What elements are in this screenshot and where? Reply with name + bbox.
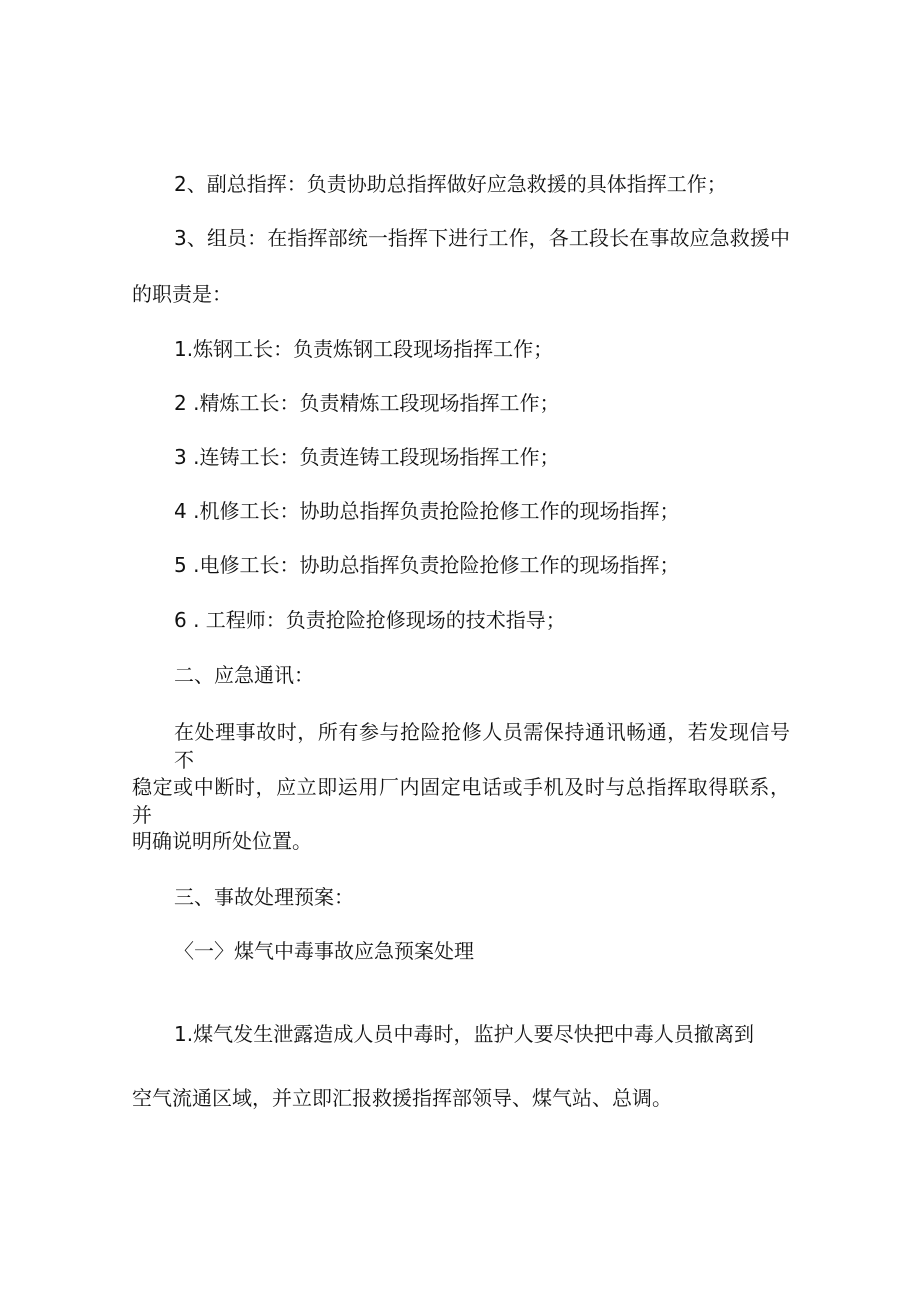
text-line-item-5: 5 .电修工长：协助总指挥负责抢险抢修工作的现场指挥； bbox=[174, 553, 680, 577]
text-line-item-2: 2 .精炼工长：负责精炼工段现场指挥工作； bbox=[174, 391, 560, 415]
text-line-gas-2: 空气流通区域，并立即汇报救援指挥部领导、煤气站、总调。 bbox=[132, 1086, 672, 1110]
text-line-communication-1: 在处理事故时，所有参与抢险抢修人员需保持通讯畅通，若发现信号不 bbox=[174, 720, 790, 772]
text-line-item-1: 1.炼钢工长：负责炼钢工段现场指挥工作； bbox=[174, 337, 554, 361]
text-line-item-4: 4 .机修工长：协助总指挥负责抢险抢修工作的现场指挥； bbox=[174, 499, 680, 523]
text-line-item-6: 6 . 工程师：负责抢险抢修现场的技术指导； bbox=[174, 608, 566, 632]
text-line-communication-3: 明确说明所处位置。 bbox=[132, 829, 312, 853]
text-line-duties: 的职责是： bbox=[132, 282, 232, 306]
text-line-item-3: 3 .连铸工长：负责连铸工段现场指挥工作； bbox=[174, 445, 560, 469]
text-line-members: 3、组员：在指挥部统一指挥下进行工作，各工段长在事故应急救援中 bbox=[174, 226, 790, 250]
subsection-heading-gas-poisoning: 〈一〉煤气中毒事故应急预案处理 bbox=[174, 939, 474, 963]
text-line-gas-1: 1.煤气发生泄露造成人员中毒时，监护人要尽快把中毒人员撤离到 bbox=[174, 1022, 754, 1046]
text-line-deputy-commander: 2、副总指挥：负责协助总指挥做好应急救援的具体指挥工作； bbox=[174, 172, 727, 196]
text-line-communication-2: 稳定或中断时，应立即运用厂内固定电话或手机及时与总指挥取得联系，并 bbox=[132, 775, 790, 827]
section-heading-plan: 三、事故处理预案： bbox=[174, 885, 354, 909]
section-heading-communication: 二、应急通讯： bbox=[174, 663, 314, 687]
